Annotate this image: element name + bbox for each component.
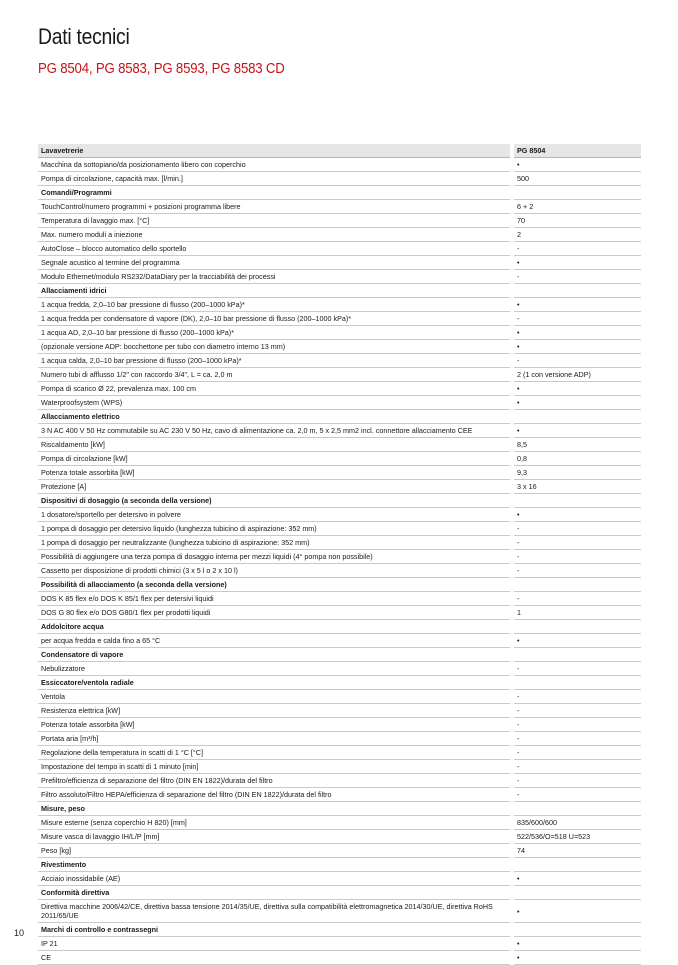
row-label: Resistenza elettrica [kW] xyxy=(38,704,512,718)
row-label: Cassetto per disposizione di prodotti chimici (3 x 5 l o 2 x 10 l) xyxy=(38,564,512,578)
row-label: Misure esterne (senza coperchio H 820) [mm] xyxy=(38,816,512,830)
row-value: 6 + 2 xyxy=(512,200,641,214)
table-row xyxy=(38,592,641,606)
row-value: - xyxy=(512,732,641,746)
row-label: Numero tubi di afflusso 1/2" con raccordo 3/4", L = ca. 2,0 m xyxy=(38,368,512,382)
table-row xyxy=(38,522,641,536)
row-value: - xyxy=(512,760,641,774)
row-label: DOS K 85 flex e/o DOS K 85/1 flex per detersivi liquidi xyxy=(38,592,512,606)
row-value: - xyxy=(512,662,641,676)
table-row xyxy=(38,452,641,466)
table-row xyxy=(38,158,641,172)
row-value: 3 x 16 xyxy=(512,480,641,494)
row-value: 2 (1 con versione ADP) xyxy=(512,368,641,382)
page-number: 10 xyxy=(14,928,25,938)
table-row xyxy=(38,760,641,774)
table-row xyxy=(38,606,641,620)
row-label: Pompa di scarico Ø 22, prevalenza max. 100 cm xyxy=(38,382,512,396)
table-row xyxy=(38,690,641,704)
table-row xyxy=(38,382,641,396)
table-row xyxy=(38,256,641,270)
row-label: Direttiva macchine 2006/42/CE, direttiva bassa tensione 2014/35/UE, direttiva sulla compatibilità elettromagnetica 2014/30/UE, direttiva RoHS 2011/65/UE xyxy=(38,900,512,923)
section-header-row xyxy=(38,620,641,634)
row-value xyxy=(512,186,641,200)
row-value: • xyxy=(512,937,641,951)
row-label: Macchina da sottopiano/da posizionamento libero con coperchio xyxy=(38,158,512,172)
row-label: Rivestimento xyxy=(38,858,512,872)
row-value xyxy=(512,923,641,937)
table-row xyxy=(38,634,641,648)
row-label: Filtro assoluto/Filtro HEPA/efficienza di separazione del filtro (DIN EN 1822)/durata del filtro xyxy=(38,788,512,802)
row-label: 1 pompa di dosaggio per neutralizzante (lunghezza tubicino di aspirazione: 352 mm) xyxy=(38,536,512,550)
row-value: • xyxy=(512,872,641,886)
row-value: 2 xyxy=(512,228,641,242)
row-label: CE xyxy=(38,951,512,965)
table-row xyxy=(38,340,641,354)
row-label: Dispositivi di dosaggio (a seconda della versione) xyxy=(38,494,512,508)
table-row xyxy=(38,550,641,564)
row-value xyxy=(512,802,641,816)
row-label: 1 acqua calda, 2,0–10 bar pressione di flusso (200–1000 kPa)* xyxy=(38,354,512,368)
table-row xyxy=(38,732,641,746)
page-subtitle: PG 8504, PG 8583, PG 8593, PG 8583 CD xyxy=(38,60,285,77)
row-label: Temperatura di lavaggio max. [°C] xyxy=(38,214,512,228)
row-value: - xyxy=(512,536,641,550)
table-row xyxy=(38,298,641,312)
row-label: Essiccatore/ventola radiale xyxy=(38,676,512,690)
table-row xyxy=(38,424,641,438)
row-label: Prefiltro/efficienza di separazione del filtro (DIN EN 1822)/durata del filtro xyxy=(38,774,512,788)
row-value: • xyxy=(512,900,641,923)
table-row xyxy=(38,816,641,830)
row-value xyxy=(512,858,641,872)
table-row xyxy=(38,438,641,452)
section-header-row xyxy=(38,410,641,424)
row-label: Segnale acustico al termine del programma xyxy=(38,256,512,270)
row-label: 1 acqua fredda, 2,0–10 bar pressione di flusso (200–1000 kPa)* xyxy=(38,298,512,312)
table-row xyxy=(38,466,641,480)
row-label: 1 pompa di dosaggio per detersivo liquido (lunghezza tubicino di aspirazione: 352 mm) xyxy=(38,522,512,536)
row-label: Allacciamenti idrici xyxy=(38,284,512,298)
row-label: Regolazione della temperatura in scatti di 1 °C [°C] xyxy=(38,746,512,760)
row-label: Impostazione del tempo in scatti di 1 minuto [min] xyxy=(38,760,512,774)
row-label: 1 dosatore/sportello per detersivo in polvere xyxy=(38,508,512,522)
row-value: 1 xyxy=(512,606,641,620)
row-label: Riscaldamento [kW] xyxy=(38,438,512,452)
table-row xyxy=(38,536,641,550)
table-row xyxy=(38,830,641,844)
row-label: Misure, peso xyxy=(38,802,512,816)
table-row xyxy=(38,480,641,494)
row-value: - xyxy=(512,774,641,788)
row-label: 1 acqua AD, 2,0–10 bar pressione di flusso (200–1000 kPa)* xyxy=(38,326,512,340)
section-header-row xyxy=(38,802,641,816)
row-value xyxy=(512,886,641,900)
row-label: Possibilità di allacciamento (a seconda della versione) xyxy=(38,578,512,592)
row-label: Portata aria [m³/h] xyxy=(38,732,512,746)
section-header-row xyxy=(38,923,641,937)
row-value: 9,3 xyxy=(512,466,641,480)
row-label: Condensatore di vapore xyxy=(38,648,512,662)
row-label: Possibilità di aggiungere una terza pompa di dosaggio interna per mezzi liquidi (4° pompa non possibile) xyxy=(38,550,512,564)
row-value: 835/600/600 xyxy=(512,816,641,830)
row-label: Ventola xyxy=(38,690,512,704)
row-label: Allacciamento elettrico xyxy=(38,410,512,424)
row-value: • xyxy=(512,256,641,270)
row-value: • xyxy=(512,326,641,340)
row-value: - xyxy=(512,522,641,536)
row-label: Acciaio inossidabile (AE) xyxy=(38,872,512,886)
section-header-row xyxy=(38,186,641,200)
table-row xyxy=(38,368,641,382)
row-label: Pompa di circolazione, capacità max. [l/min.] xyxy=(38,172,512,186)
row-value: 522/536/O=518 U=523 xyxy=(512,830,641,844)
row-value: • xyxy=(512,158,641,172)
row-value: PG 8504 xyxy=(512,144,641,158)
row-value: • xyxy=(512,298,641,312)
row-value: - xyxy=(512,242,641,256)
row-value: 74 xyxy=(512,844,641,858)
section-header-row xyxy=(38,886,641,900)
row-label: Max. numero moduli a iniezione xyxy=(38,228,512,242)
row-label: Nebulizzatore xyxy=(38,662,512,676)
row-value: 8,5 xyxy=(512,438,641,452)
section-header-row xyxy=(38,648,641,662)
table-row xyxy=(38,951,641,965)
table-row xyxy=(38,172,641,186)
row-label: Protezione [A] xyxy=(38,480,512,494)
row-value: - xyxy=(512,592,641,606)
row-value: - xyxy=(512,270,641,284)
section-header-row xyxy=(38,858,641,872)
table-row xyxy=(38,326,641,340)
table-header-row xyxy=(38,144,641,158)
row-label: DOS G 80 flex e/o DOS G80/1 flex per prodotti liquidi xyxy=(38,606,512,620)
row-label: Misure vasca di lavaggio IH/L/P [mm] xyxy=(38,830,512,844)
row-value: - xyxy=(512,354,641,368)
row-value: - xyxy=(512,788,641,802)
table-row xyxy=(38,396,641,410)
section-header-row xyxy=(38,494,641,508)
row-label: TouchControl/numero programmi + posizioni programma libere xyxy=(38,200,512,214)
row-label: 3 N AC 400 V 50 Hz commutabile su AC 230 V 50 Hz, cavo di alimentazione ca. 2,0 m, 5 x 2,5 mm2 incl. connettore allacciamento CEE xyxy=(38,424,512,438)
table-row xyxy=(38,662,641,676)
table-row xyxy=(38,704,641,718)
row-label: Potenza totale assorbita [kW] xyxy=(38,466,512,480)
row-value: - xyxy=(512,550,641,564)
table-row xyxy=(38,844,641,858)
page-title: Dati tecnici xyxy=(38,24,130,49)
row-value: - xyxy=(512,690,641,704)
row-value: • xyxy=(512,396,641,410)
table-row xyxy=(38,564,641,578)
row-label: IP 21 xyxy=(38,937,512,951)
spec-table xyxy=(38,144,641,965)
row-value: - xyxy=(512,704,641,718)
row-value: - xyxy=(512,718,641,732)
row-label: Pompa di circolazione [kW] xyxy=(38,452,512,466)
table-row xyxy=(38,228,641,242)
row-value: 500 xyxy=(512,172,641,186)
row-label: Addolcitore acqua xyxy=(38,620,512,634)
row-label: Peso [kg] xyxy=(38,844,512,858)
row-label: Marchi di controllo e contrassegni xyxy=(38,923,512,937)
row-label: 1 acqua fredda per condensatore di vapore (DK), 2,0–10 bar pressione di flusso (200–1000 kPa)* xyxy=(38,312,512,326)
row-value: 70 xyxy=(512,214,641,228)
row-label: per acqua fredda e calda fino a 65 °C xyxy=(38,634,512,648)
row-value: - xyxy=(512,564,641,578)
row-label: Waterproofsystem (WPS) xyxy=(38,396,512,410)
table-row xyxy=(38,788,641,802)
row-value: • xyxy=(512,382,641,396)
table-row xyxy=(38,746,641,760)
row-value xyxy=(512,620,641,634)
table-row xyxy=(38,214,641,228)
section-header-row xyxy=(38,284,641,298)
row-value: • xyxy=(512,508,641,522)
row-value xyxy=(512,494,641,508)
table-row xyxy=(38,242,641,256)
row-value: 0,8 xyxy=(512,452,641,466)
table-row xyxy=(38,200,641,214)
row-value xyxy=(512,676,641,690)
table-row xyxy=(38,872,641,886)
row-value xyxy=(512,284,641,298)
row-value: • xyxy=(512,951,641,965)
section-header-row xyxy=(38,676,641,690)
row-value: • xyxy=(512,424,641,438)
row-label: Conformità direttiva xyxy=(38,886,512,900)
row-label: (opzionale versione ADP: bocchettone per tubo con diametro interno 13 mm) xyxy=(38,340,512,354)
table-row xyxy=(38,937,641,951)
table-row xyxy=(38,270,641,284)
row-label: AutoClose – blocco automatico dello sportello xyxy=(38,242,512,256)
row-value xyxy=(512,578,641,592)
table-row xyxy=(38,900,641,923)
row-label: Modulo Ethernet/modulo RS232/DataDiary per la tracciabilità dei processi xyxy=(38,270,512,284)
spec-table-body xyxy=(38,144,641,965)
table-row xyxy=(38,312,641,326)
row-label: Comandi/Programmi xyxy=(38,186,512,200)
row-label: Lavavetrerie xyxy=(38,144,512,158)
row-value: • xyxy=(512,634,641,648)
row-label: Potenza totale assorbita [kW] xyxy=(38,718,512,732)
table-row xyxy=(38,718,641,732)
row-value: - xyxy=(512,312,641,326)
table-row xyxy=(38,774,641,788)
row-value: • xyxy=(512,340,641,354)
row-value xyxy=(512,648,641,662)
row-value xyxy=(512,410,641,424)
table-row xyxy=(38,354,641,368)
row-value: - xyxy=(512,746,641,760)
table-row xyxy=(38,508,641,522)
section-header-row xyxy=(38,578,641,592)
